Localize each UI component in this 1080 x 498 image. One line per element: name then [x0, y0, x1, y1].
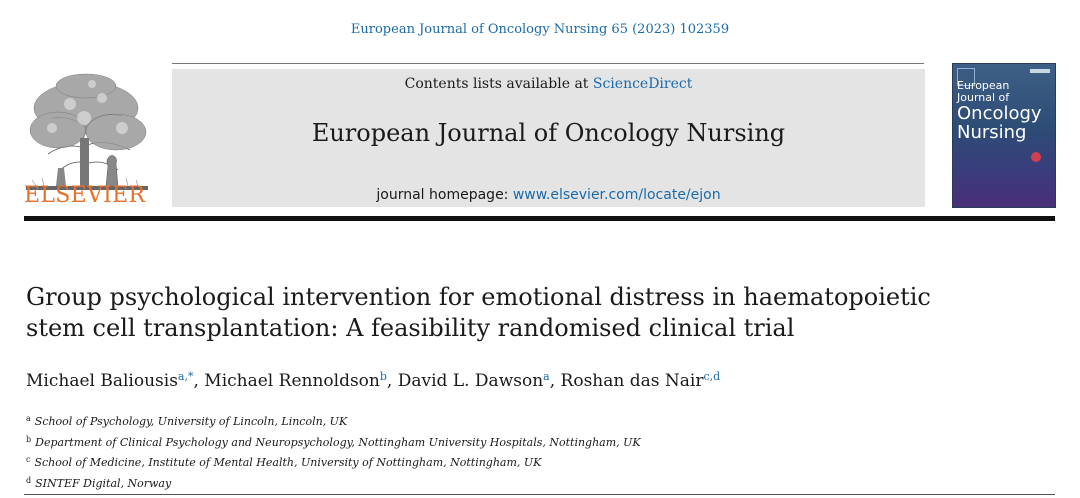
affiliation-item	[26, 451, 641, 472]
affiliation-item	[26, 472, 641, 493]
affiliation-text: SINTEF Digital, Norway	[35, 476, 172, 490]
affiliation-key: b	[26, 434, 32, 444]
author-name[interactable]: David L. Dawson	[397, 371, 544, 391]
cover-title-line: European	[957, 79, 1010, 92]
cover-issn-tag	[1030, 69, 1050, 73]
author-affiliation-marker[interactable]: a	[543, 370, 550, 383]
journal-homepage-line	[172, 187, 925, 203]
affiliation-text: School of Psychology, University of Lincoln, Lincoln, UK	[34, 415, 348, 428]
article-title-line: Group psychological intervention for emotional distress in haematopoietic	[26, 283, 931, 311]
article-title-line: stem cell transplantation: A feasibility randomised clinical trial	[26, 314, 795, 342]
author-list	[26, 370, 720, 391]
header-bottom-rule	[24, 216, 1055, 221]
cover-title-line: Oncology	[957, 103, 1042, 124]
journal-cover-thumbnail[interactable]	[952, 63, 1056, 208]
cover-title	[957, 80, 1053, 142]
author-affiliation-marker[interactable]: b	[379, 370, 387, 383]
contents-availability-line	[172, 76, 925, 92]
journal-homepage-link[interactable]: www.elsevier.com/locate/ejon	[512, 187, 721, 203]
journal-masthead	[172, 69, 925, 207]
affiliation-item	[26, 410, 641, 431]
affiliation-list	[26, 410, 641, 492]
homepage-prefix: journal homepage:	[376, 187, 513, 203]
article-title	[26, 282, 966, 344]
author-separator: ,	[386, 371, 398, 391]
cover-title-line: Nursing	[957, 122, 1027, 143]
affiliation-text: Department of Clinical Psychology and Neuropsychology, Nottingham University Hospitals, Nottingham, UK	[35, 435, 641, 449]
author-separator: ,	[549, 371, 561, 391]
author-separator: ,	[193, 371, 205, 391]
author-name[interactable]: Michael Rennoldson	[204, 371, 380, 391]
affiliation-key: a	[26, 414, 31, 423]
sciencedirect-link[interactable]: ScienceDirect	[592, 76, 693, 92]
author-affiliation-marker[interactable]: a,*	[177, 370, 194, 383]
author-name[interactable]: Michael Baliousis	[26, 371, 178, 391]
journal-title: European Journal of Oncology Nursing	[311, 119, 786, 147]
header-top-rule	[172, 63, 924, 64]
section-divider	[24, 494, 1055, 495]
affiliation-item	[26, 431, 641, 452]
cover-emblem-icon	[1031, 152, 1041, 162]
author-affiliation-marker[interactable]: c,d	[703, 370, 721, 383]
cover-title-line: Journal of	[957, 91, 1010, 104]
affiliation-key: d	[26, 475, 32, 485]
publisher-wordmark[interactable]: ELSEVIER	[24, 183, 146, 208]
contents-prefix: Contents lists available at	[404, 76, 593, 92]
affiliation-text: School of Medicine, Institute of Mental Health, University of Nottingham, Nottingham, UK	[34, 456, 542, 469]
affiliation-key: c	[26, 455, 31, 464]
author-name[interactable]: Roshan das Nair	[560, 371, 704, 391]
journal-citation[interactable]: European Journal of Oncology Nursing 65 (2023) 102359	[350, 22, 730, 37]
